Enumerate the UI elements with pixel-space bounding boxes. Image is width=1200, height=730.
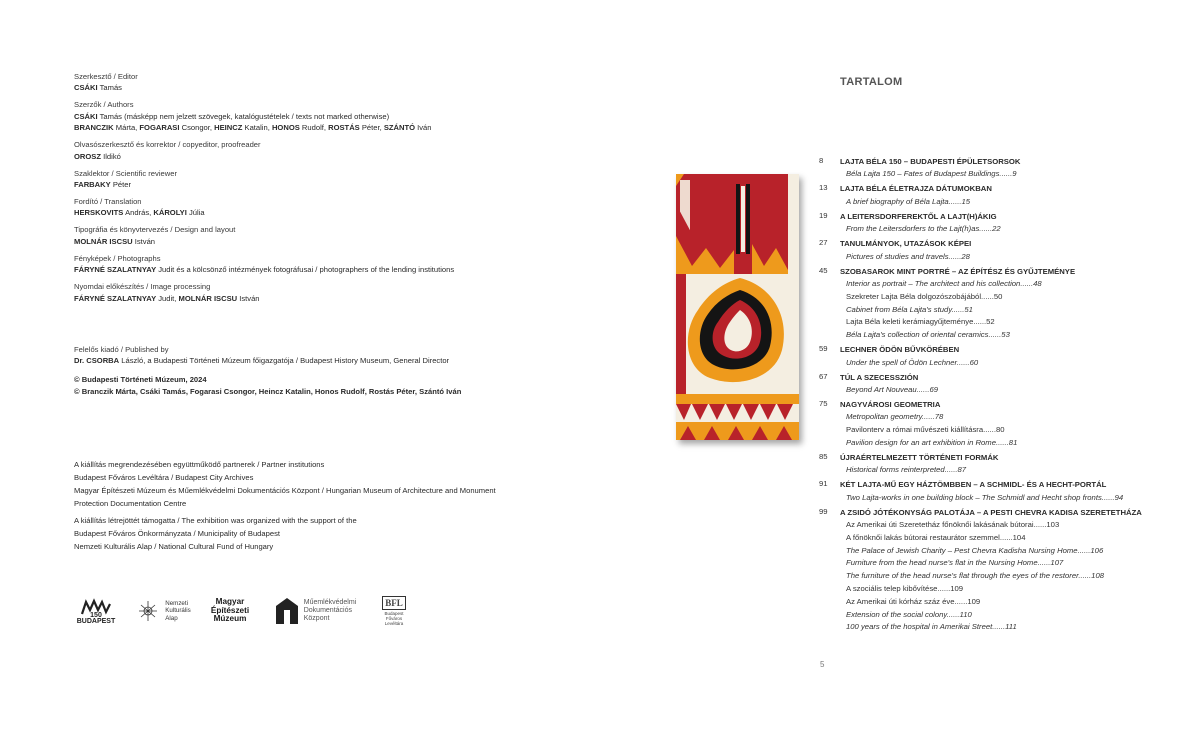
- credit-given: Tamás (másképp nem jelzett szövegek, katalógustételek / texts not marked otherwise): [97, 111, 390, 121]
- toc-subentry: Metropolitan geometry......78: [846, 412, 944, 422]
- toc-entry[interactable]: [819, 183, 1159, 208]
- partner-line: A kiállítás létrejöttét támogatta / The exhibition was organized with the support of the: [74, 516, 357, 526]
- credits-block: [74, 71, 594, 554]
- toc-subentry: Az Amerikai úti kórház száz éve......109: [846, 596, 981, 606]
- toc-page-number: 13: [819, 183, 828, 193]
- toc-chapter-title: LAJTA BÉLA 150 – BUDAPESTI ÉPÜLETSORSOK: [840, 157, 1021, 166]
- toc-page-number: 8: [819, 156, 824, 165]
- partners-block: [74, 459, 594, 554]
- credit-group: [74, 196, 594, 219]
- credit-given: Márta,: [113, 123, 140, 133]
- toc-entry[interactable]: [819, 211, 1159, 236]
- toc-subentry: Beyond Art Nouveau......69: [846, 384, 939, 394]
- toc-chapter-title: SZOBASAROK MINT PORTRÉ – AZ ÉPÍTÉSZ ÉS GYŰJTEMÉNYE: [840, 266, 1076, 276]
- toc-subentry: Szekreter Lajta Béla dolgozószobájából......50: [846, 291, 1003, 301]
- toc-chapter-title: TANULMÁNYOK, UTAZÁSOK KÉPEI: [840, 239, 972, 249]
- logo-text-line: Alap: [165, 614, 178, 622]
- credit-role: Olvasószerkesztő és korrektor / copyeditor, proofreader: [74, 140, 261, 150]
- partner-institutions: [74, 459, 594, 510]
- logo-text-line: Építészeti: [210, 605, 250, 615]
- toc-page-number: 85: [819, 451, 828, 461]
- publisher-role: Felelős kiadó / Published by: [74, 344, 169, 354]
- nka-logo: [126, 593, 200, 629]
- toc-entry[interactable]: [819, 452, 1159, 477]
- publisher-title: László, a Budapesti Történeti Múzeum főigazgatója / Budapest History Museum, General Director: [119, 356, 450, 366]
- credit-surname: FOGARASI: [139, 123, 180, 133]
- credit-surname: FARBAKY: [74, 180, 111, 190]
- partner-line: Budapest Főváros Önkormányzata / Municipality of Budapest: [74, 529, 280, 539]
- credit-groups: [74, 71, 594, 304]
- mem-logo: [208, 593, 252, 629]
- credit-names: [74, 179, 594, 190]
- toc-entry-row: [819, 266, 1159, 278]
- credit-given: Péter: [110, 180, 131, 190]
- toc-entry-row: [819, 344, 1159, 356]
- logo-text-line: Levéltára: [384, 621, 404, 626]
- credit-given: Ildikó: [101, 151, 121, 161]
- partner-line: Budapest Főváros Levéltára / Budapest City Archives: [74, 473, 254, 483]
- toc-subentry: The Palace of Jewish Charity – Pest Chevra Kadisha Nursing Home......106: [846, 545, 1104, 555]
- toc-entry-row: [819, 452, 1159, 464]
- toc-entry[interactable]: [819, 507, 1159, 635]
- toc-page-number: 19: [819, 210, 828, 220]
- toc-entry-row: [819, 183, 1159, 195]
- credit-surname: FÁRYNÉ SZALATNYAY: [74, 293, 157, 303]
- toc-entry[interactable]: [819, 399, 1159, 450]
- toc-subentry: Béla Lajta 150 – Fates of Budapest Buildings......9: [846, 169, 1017, 179]
- credit-given: Júlia: [186, 208, 205, 218]
- publisher-group: [74, 344, 594, 367]
- toc-subentry: Pavilonterv a római művészeti kiállításra......80: [846, 425, 1005, 435]
- credit-role: Szaklektor / Scientific reviewer: [74, 168, 177, 178]
- toc-page-number: 59: [819, 344, 828, 354]
- credit-surname: CSÁKI: [74, 111, 98, 121]
- credit-surname: HERSKOVITS: [74, 208, 124, 218]
- credit-group: [74, 253, 594, 276]
- toc-subentry: A főnöknői lakás bútorai restaurátor szemmel......104: [846, 532, 1026, 542]
- credit-group: [74, 168, 594, 191]
- credit-role: Fényképek / Photographs: [74, 253, 161, 263]
- logo-text-line: Magyar: [215, 597, 245, 607]
- toc-chapter-title: LECHNER ÖDÖN BŰVKÖRÉBEN: [840, 345, 960, 355]
- toc-subentry: Furniture from the head nurse's flat in the Nursing Home......107: [846, 558, 1064, 568]
- partner-line: Magyar Építészeti Múzeum és Műemlékvédelmi Dokumentációs Központ / Hungarian Museum of Architecture and Monument: [74, 485, 496, 495]
- credit-group: [74, 224, 594, 247]
- credit-surname: KÁROLYI: [153, 208, 187, 218]
- logo-text-line: Műemlékvédelmi: [303, 599, 357, 606]
- credit-given: Judit,: [156, 293, 179, 303]
- partner-line: A kiállítás megrendezésében együttműködő partnerek / Partner institutions: [74, 460, 325, 470]
- credit-role: Tipográfia és könyvtervezés / Design and layout: [74, 225, 236, 235]
- credit-surname: OROSZ: [74, 151, 102, 161]
- toc-entry[interactable]: [819, 156, 1159, 181]
- credit-surname: MOLNÁR ISCSU: [74, 236, 133, 246]
- budapest-crest-icon: [78, 598, 114, 618]
- toc-chapter-title: A LEITERSDORFEREKTŐL A LAJT(H)ÁKIG: [840, 211, 997, 221]
- toc-subentry: Two Lajta-works in one building block – The Schmidl and Hecht shop fronts......94: [846, 492, 1124, 502]
- logo-text-line: Főváros: [385, 616, 403, 621]
- credit-names: [74, 264, 594, 275]
- toc-entry-row: [819, 238, 1159, 250]
- budapest-logo-text: BUDAPEST: [76, 617, 116, 625]
- copyright-1: © Budapesti Történeti Múzeum, 2024: [74, 375, 207, 385]
- credit-surname: ROSTÁS: [328, 123, 360, 133]
- ceramic-tile-image: [676, 174, 799, 440]
- credit-given: Katalin,: [242, 123, 272, 133]
- toc-page-number: 91: [819, 479, 828, 489]
- partner-line: Protection Documentation Centre: [74, 498, 187, 508]
- credit-surname: CSÁKI: [74, 83, 98, 93]
- toc-chapter-title: A ZSIDÓ JÓTÉKONYSÁG PALOTÁJA – A PESTI CHEVRA KADISA SZERETETHÁZA: [840, 507, 1142, 517]
- copyright-2: © Branczik Márta, Csáki Tamás, Fogarasi Csongor, Heincz Katalin, Honos Rudolf, Rostás Péter, Szántó Iván: [74, 386, 462, 396]
- logo-text-line: Kulturális: [165, 607, 191, 615]
- credit-given: István: [132, 236, 156, 246]
- credit-given: Rudolf,: [299, 123, 329, 133]
- credit-group: [74, 139, 594, 162]
- bfl-mark: BFL: [382, 596, 406, 610]
- toc-subentry: Lajta Béla keleti kerámiagyűjteménye......52: [846, 317, 995, 327]
- toc-chapter-title: TÚL A SZECESSZIÓN: [840, 372, 919, 382]
- toc-chapter-title: NAGYVÁROSI GEOMETRIA: [840, 399, 941, 409]
- toc-subentry: Béla Lajta's collection of oriental ceramics......53: [846, 330, 1010, 340]
- toc-subentry: Cabinet from Béla Lajta's study......51: [846, 304, 973, 314]
- publisher-name: Dr. CSORBA: [74, 356, 120, 366]
- toc-subentry: Pavilion design for an art exhibition in Rome......81: [846, 437, 1018, 447]
- credit-names: [74, 82, 594, 93]
- toc-chapter-title: LAJTA BÉLA ÉLETRAJZA DÁTUMOKBAN: [840, 184, 992, 194]
- logo-text-line: Dokumentációs: [303, 607, 352, 614]
- toc-page-number: 75: [819, 398, 828, 408]
- credit-group: [74, 71, 594, 94]
- toc-chapter-title: KÉT LAJTA-MŰ EGY HÁZTÖMBBEN – A SCHMIDL- ÉS A HECHT-PORTÁL: [840, 480, 1107, 490]
- toc-chapter-title: ÚJRAÉRTELMEZETT TÖRTÉNETI FORMÁK: [840, 452, 999, 462]
- credit-given: András,: [123, 208, 154, 218]
- credit-surname: BRANCZIK: [74, 123, 114, 133]
- credit-group: [74, 281, 594, 304]
- toc-entry[interactable]: [819, 344, 1159, 369]
- logo-text-line: Nemzeti: [165, 599, 188, 607]
- toc-page-number: 99: [819, 506, 828, 516]
- credit-given: Csongor,: [179, 123, 215, 133]
- toc-page-number: 45: [819, 265, 828, 275]
- mdk-logo: [260, 593, 370, 629]
- logo-row: [74, 593, 410, 629]
- toc-entry[interactable]: [819, 238, 1159, 263]
- logo-text-line: Múzeum: [213, 614, 247, 624]
- credit-surname: HEINCZ: [214, 123, 243, 133]
- credit-group: [74, 99, 594, 133]
- partner-line: Nemzeti Kulturális Alap / National Cultural Fund of Hungary: [74, 542, 274, 552]
- toc-entry-row: [819, 399, 1159, 411]
- credit-surname: HONOS: [271, 123, 300, 133]
- credit-role: Szerkesztő / Editor: [74, 72, 138, 81]
- toc-subentry: From the Leitersdorfers to the Lajt(h)as......22: [846, 224, 1001, 234]
- credit-given: István: [237, 293, 260, 303]
- credit-names: [74, 111, 594, 134]
- credit-surname: MOLNÁR ISCSU: [178, 293, 238, 303]
- toc-subentry: Pictures of studies and travels......28: [846, 251, 970, 261]
- toc-page-number: 27: [819, 238, 828, 248]
- bfl-logo: [378, 593, 410, 629]
- page-number: 5: [820, 660, 825, 669]
- credit-names: [74, 151, 594, 162]
- toc-subentry: Az Amerikai úti Szeretetház főnöknői lakásának bútorai......103: [846, 520, 1060, 530]
- toc-entry[interactable]: [819, 372, 1159, 397]
- credit-names: [74, 236, 594, 247]
- toc-subentry: Extension of the social colony......110: [846, 609, 972, 619]
- nka-emblem-icon: [135, 598, 161, 624]
- toc-subentry: Interior as portrait – The architect and his collection......48: [846, 278, 1042, 288]
- logo-text-line: Budapest: [384, 611, 404, 616]
- toc-entry[interactable]: [819, 479, 1159, 504]
- toc-subentry: 100 years of the hospital in Amerikai Street......111: [846, 622, 1017, 632]
- toc-page-number: 67: [819, 371, 828, 381]
- toc-entry-row: [819, 507, 1159, 519]
- credit-role: Szerzők / Authors: [74, 100, 134, 110]
- toc-subentry: Under the spell of Ödön Lechner......60: [846, 357, 979, 367]
- toc-subentry: A szociális telep kibővítése......109: [846, 584, 964, 594]
- credit-role: Fordító / Translation: [74, 197, 142, 207]
- credit-given: Péter,: [359, 123, 384, 133]
- credit-surname: FÁRYNÉ SZALATNYAY: [74, 265, 157, 275]
- credit-given: Iván: [415, 123, 432, 133]
- toc-entry-row: [819, 479, 1159, 491]
- credit-given: Tamás: [97, 83, 122, 93]
- logo-text-line: Központ: [303, 615, 330, 622]
- credit-given: Judit és a kölcsönző intézmények fotográfusai / photographers of the lending institutions: [156, 265, 455, 275]
- credit-role: Nyomdai előkészítés / Image processing: [74, 282, 211, 292]
- table-of-contents: [819, 156, 1159, 636]
- toc-entry-row: [819, 156, 1159, 168]
- budapest-150-number: 150: [90, 611, 102, 618]
- toc-entry-row: [819, 372, 1159, 384]
- toc-subentry: The furniture of the head nurse's flat through the eyes of the restorer......108: [846, 571, 1105, 581]
- toc-title: TARTALOM: [840, 76, 903, 88]
- mdk-building-icon: [274, 596, 300, 626]
- credit-names: [74, 207, 594, 218]
- credit-names: [74, 293, 594, 304]
- toc-entry-row: [819, 211, 1159, 223]
- supporters: [74, 515, 594, 553]
- toc-entry[interactable]: [819, 266, 1159, 342]
- toc-subentry: A brief biography of Béla Lajta......15: [846, 196, 971, 206]
- toc-subentry: Historical forms reinterpreted......87: [846, 465, 967, 475]
- credit-surname: SZÁNTÓ: [383, 123, 416, 133]
- budapest-150-logo: [74, 593, 118, 629]
